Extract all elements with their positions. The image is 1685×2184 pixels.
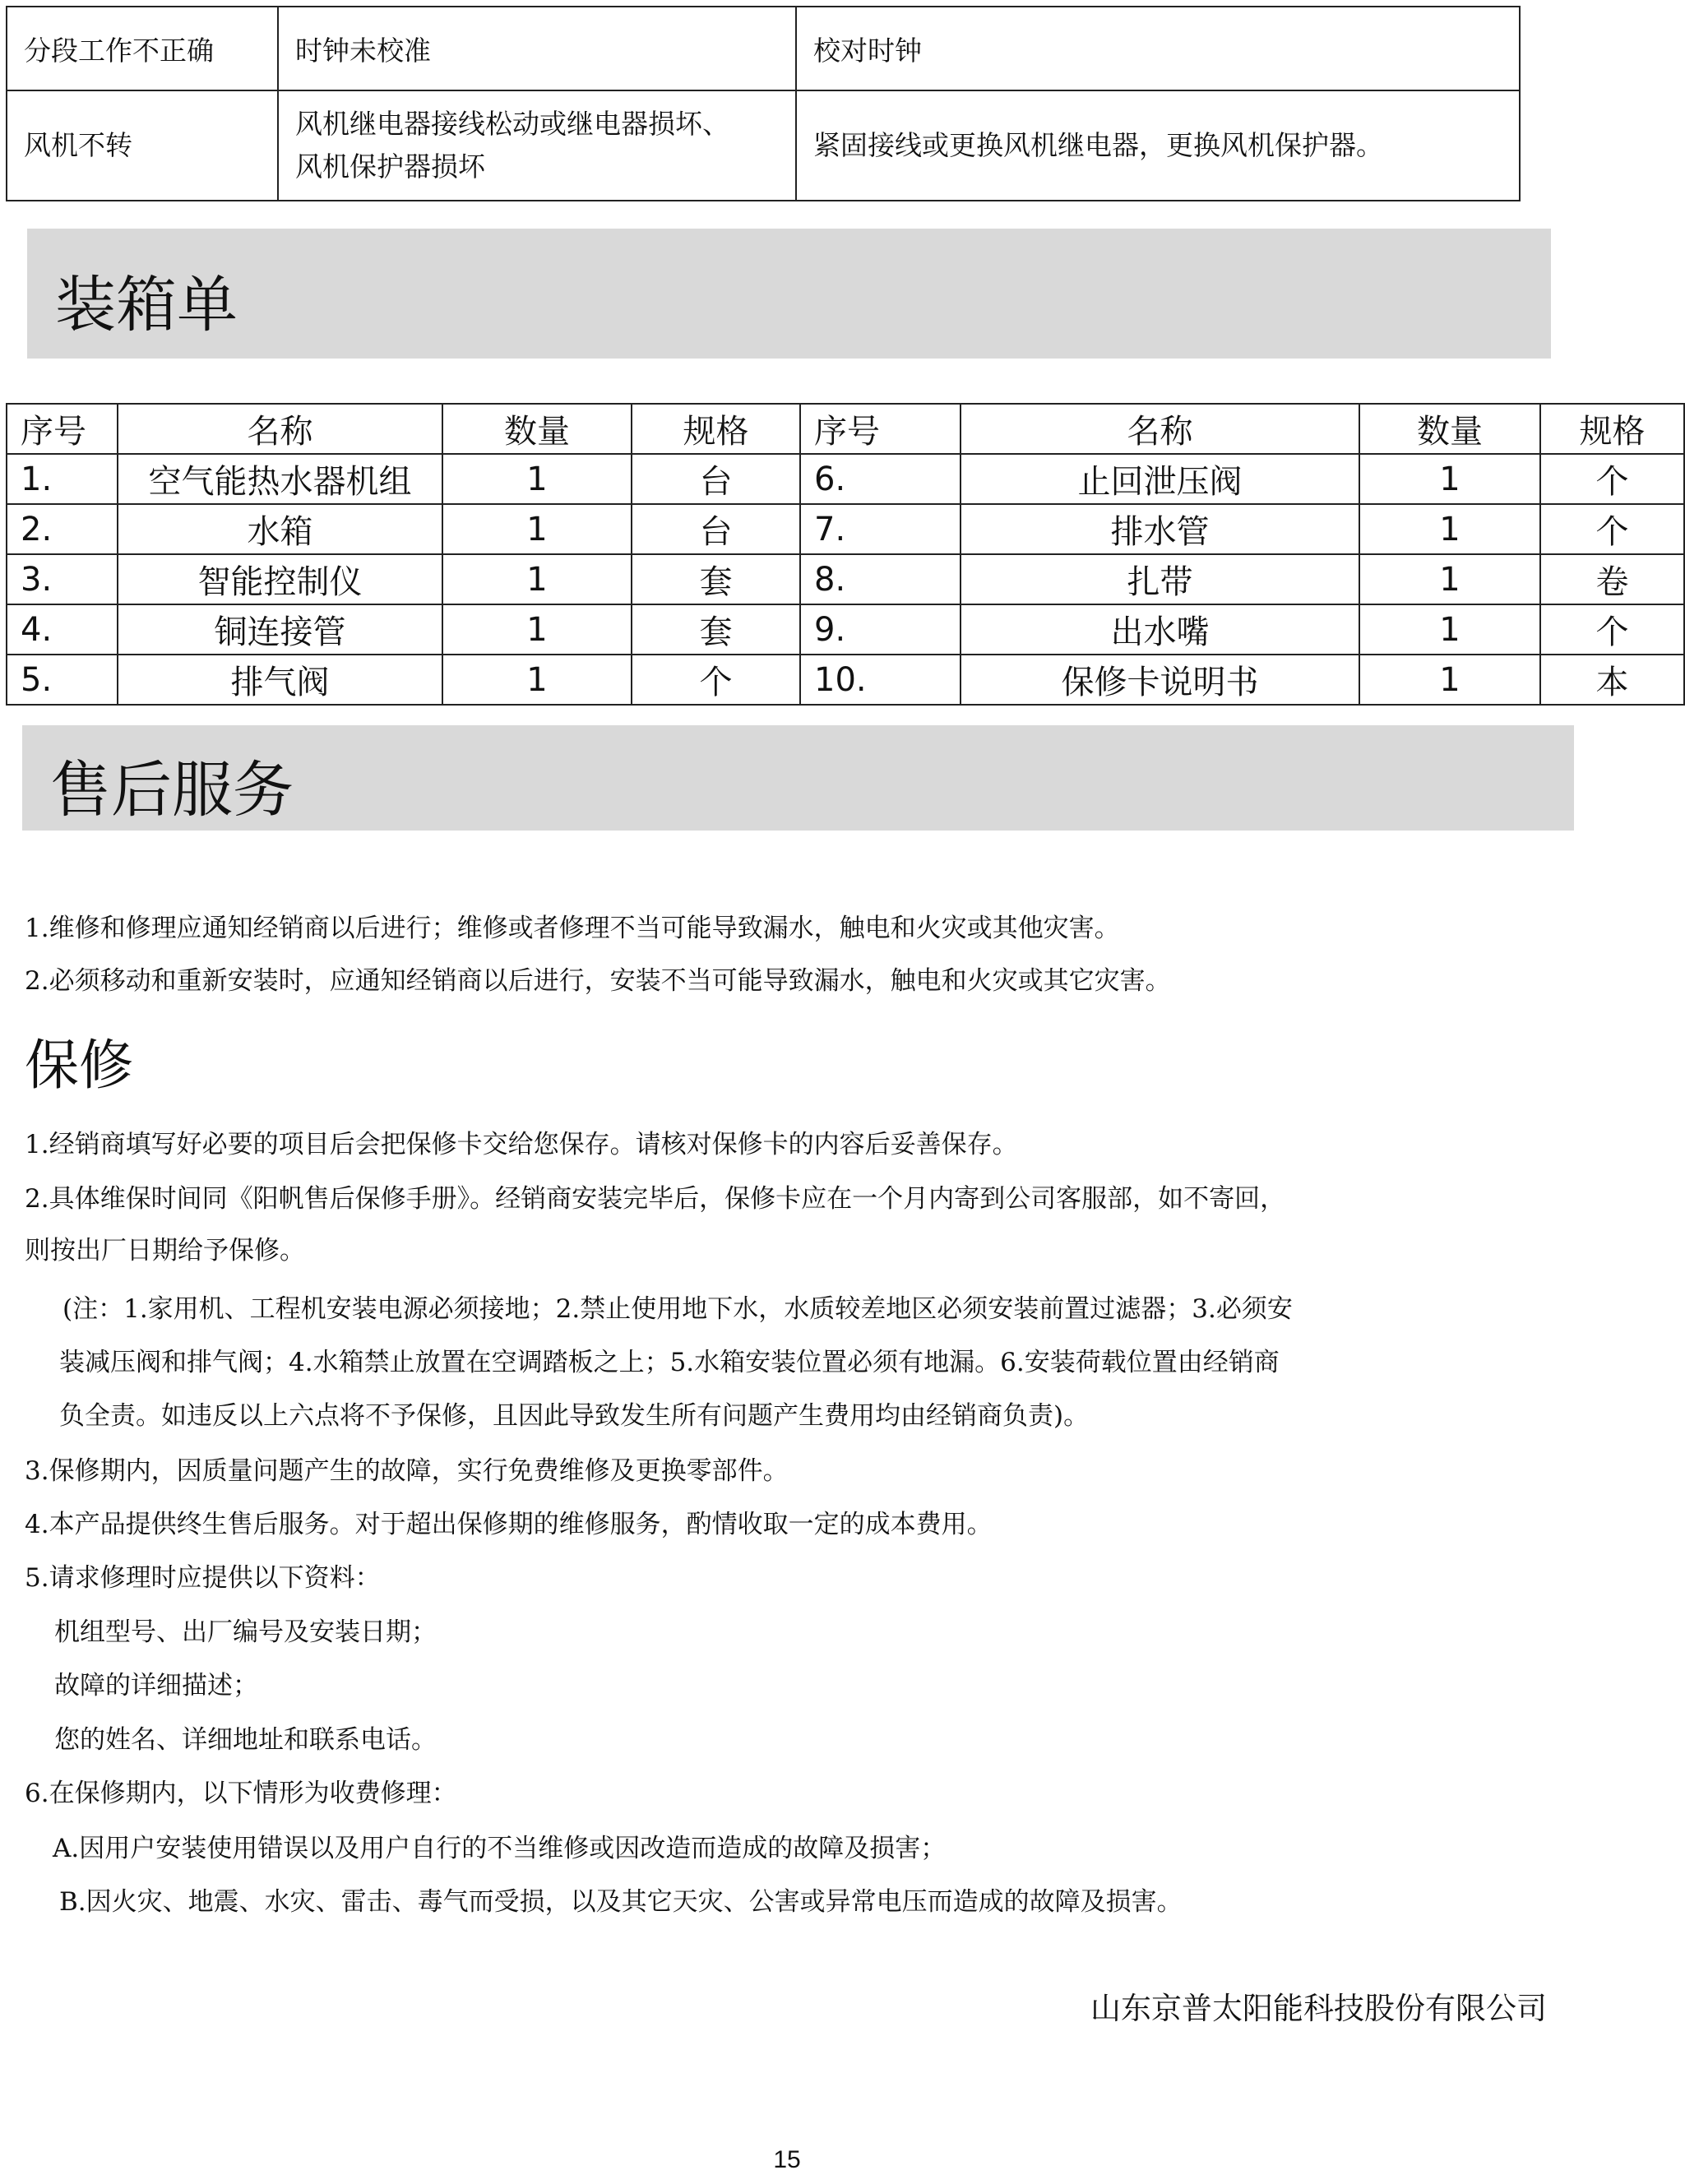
- warranty-line: 3.保修期内，因质量问题产生的故障，实行免费维修及更换零部件。: [25, 1456, 789, 1486]
- spec-cell: 个: [1540, 454, 1684, 504]
- name-cell: 排水管: [961, 504, 1359, 554]
- index-cell: 6.: [800, 454, 961, 504]
- index-cell: 3.: [7, 554, 118, 604]
- after-sales-line: 1.维修和修理应通知经销商以后进行；维修或者修理不当可能导致漏水，触电和火灾或其他灾害。: [25, 914, 1120, 943]
- qty-cell: 1: [1359, 504, 1540, 554]
- table-row: [7, 7, 1520, 90]
- spec-cell: 个: [1540, 604, 1684, 655]
- table-row: [7, 604, 1684, 655]
- qty-cell: 1: [1359, 604, 1540, 655]
- qty-cell: 1: [442, 504, 632, 554]
- table-row: [7, 655, 1684, 705]
- table-row: [7, 90, 1520, 201]
- packing-table: [6, 403, 1685, 706]
- warranty-line: 5.请求修理时应提供以下资料：: [25, 1563, 381, 1593]
- name-cell: 排气阀: [118, 655, 442, 705]
- qty-cell: 1: [442, 604, 632, 655]
- packing-title: 装箱单: [55, 270, 238, 340]
- index-cell: 5.: [7, 655, 118, 705]
- table-row: [7, 504, 1684, 554]
- warranty-sub-line: B.因火灾、地震、水灾、雷击、毒气而受损，以及其它天灾、公害或异常电压而造成的故障及损害。: [59, 1887, 1183, 1917]
- column-header: 名称: [118, 404, 442, 454]
- remedy-cell: 校对时钟: [796, 7, 1520, 90]
- name-cell: 止回泄压阀: [961, 454, 1359, 504]
- spec-cell: 台: [632, 504, 800, 554]
- column-header: 规格: [632, 404, 800, 454]
- column-header: 规格: [1540, 404, 1684, 454]
- after-sales-line: 2.必须移动和重新安装时，应通知经销商以后进行，安装不当可能导致漏水，触电和火灾或其它灾害。: [25, 966, 1171, 996]
- warranty-sub-line: A.因用户安装使用错误以及用户自行的不当维修或因改造而造成的故障及损害；: [53, 1834, 947, 1863]
- index-cell: 9.: [800, 604, 961, 655]
- column-header: 序号: [800, 404, 961, 454]
- warranty-line: 则按出厂日期给予保修。: [25, 1236, 305, 1266]
- spec-cell: 卷: [1540, 554, 1684, 604]
- column-header: 序号: [7, 404, 118, 454]
- index-cell: 4.: [7, 604, 118, 655]
- qty-cell: 1: [1359, 554, 1540, 604]
- warranty-note-line: 装减压阀和排气阀；4.水箱禁止放置在空调踏板之上；5.水箱安装位置必须有地漏。6.安装荷载位置由经销商: [59, 1348, 1280, 1377]
- page-number: 15: [773, 2146, 801, 2173]
- index-cell: 8.: [800, 554, 961, 604]
- warranty-line: 1.经销商填写好必要的项目后会把保修卡交给您保存。请核对保修卡的内容后妥善保存。: [25, 1130, 1018, 1159]
- table-header-row: [7, 404, 1684, 454]
- spec-cell: 本: [1540, 655, 1684, 705]
- warranty-note-line: 负全责。如违反以上六点将不予保修，且因此导致发生所有问题产生费用均由经销商负责)。: [59, 1401, 1090, 1431]
- qty-cell: 1: [442, 655, 632, 705]
- index-cell: 1.: [7, 454, 118, 504]
- cause-cell: 时钟未校准: [278, 7, 796, 90]
- after-sales-heading-bar: [22, 725, 1574, 831]
- qty-cell: 1: [442, 554, 632, 604]
- fault-cell: 风机不转: [7, 90, 278, 201]
- name-cell: 出水嘴: [961, 604, 1359, 655]
- warranty-sub-line: 故障的详细描述；: [54, 1671, 258, 1700]
- warranty-title: 保修: [25, 1034, 133, 1097]
- table-row: [7, 454, 1684, 504]
- name-cell: 水箱: [118, 504, 442, 554]
- index-cell: 10.: [800, 655, 961, 705]
- spec-cell: 套: [632, 604, 800, 655]
- index-cell: 2.: [7, 504, 118, 554]
- name-cell: 智能控制仪: [118, 554, 442, 604]
- spec-cell: 套: [632, 554, 800, 604]
- packing-heading-bar: [27, 229, 1551, 359]
- name-cell: 保修卡说明书: [961, 655, 1359, 705]
- remedy-cell: 紧固接线或更换风机继电器，更换风机保护器。: [796, 90, 1520, 201]
- column-header: 名称: [961, 404, 1359, 454]
- spec-cell: 个: [1540, 504, 1684, 554]
- warranty-line: 6.在保修期内，以下情形为收费修理：: [25, 1779, 457, 1808]
- name-cell: 空气能热水器机组: [118, 454, 442, 504]
- name-cell: 扎带: [961, 554, 1359, 604]
- warranty-line: 4.本产品提供终生售后服务。对于超出保修期的维修服务，酌情收取一定的成本费用。: [25, 1510, 993, 1539]
- spec-cell: 台: [632, 454, 800, 504]
- company-name: 山东京普太阳能科技股份有限公司: [1090, 1991, 1547, 2026]
- warranty-note-line: (注：1.家用机、工程机安装电源必须接地；2.禁止使用地下水，水质较差地区必须安装前置过滤器；3.必须安: [62, 1294, 1293, 1324]
- qty-cell: 1: [1359, 454, 1540, 504]
- fault-table: [6, 6, 1521, 201]
- warranty-line: 2.具体维保时间同《阳帆售后保修手册》。经销商安装完毕后，保修卡应在一个月内寄到公司客服部，如不寄回，: [25, 1184, 1286, 1214]
- cause-cell: 风机继电器接线松动或继电器损坏、 风机保护器损坏: [278, 90, 796, 201]
- name-cell: 铜连接管: [118, 604, 442, 655]
- qty-cell: 1: [442, 454, 632, 504]
- warranty-sub-line: 您的姓名、详细地址和联系电话。: [54, 1725, 437, 1755]
- warranty-sub-line: 机组型号、出厂编号及安装日期；: [54, 1617, 437, 1647]
- column-header: 数量: [442, 404, 632, 454]
- column-header: 数量: [1359, 404, 1540, 454]
- after-sales-title: 售后服务: [50, 755, 294, 826]
- table-row: [7, 554, 1684, 604]
- fault-cell: 分段工作不正确: [7, 7, 278, 90]
- index-cell: 7.: [800, 504, 961, 554]
- spec-cell: 个: [632, 655, 800, 705]
- qty-cell: 1: [1359, 655, 1540, 705]
